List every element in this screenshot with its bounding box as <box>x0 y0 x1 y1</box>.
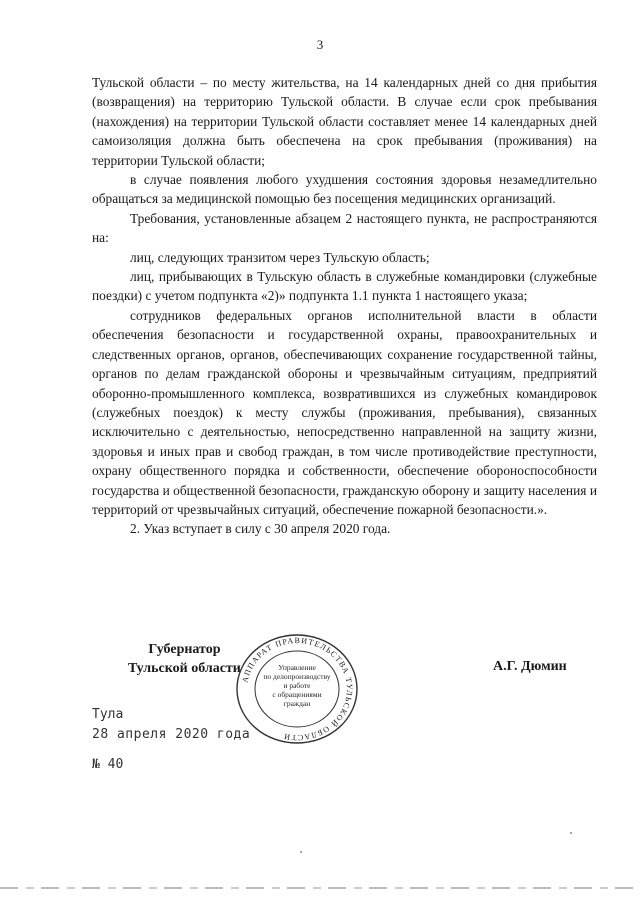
stamp-center-text <box>257 663 337 708</box>
paragraph: лиц, прибывающих в Тульскую область в служебные командировки (служебные поездки) с учетом подпункта «2)» подпункта 1.1 пункта 1 настоящего указа; <box>92 269 597 304</box>
scan-edge-artifact <box>0 887 640 889</box>
paragraph: в случае появления любого ухудшения состояния здоровья незамедлительно обращаться за медицинской помощью без посещения медицинских организаций. <box>92 172 597 207</box>
paragraph: 2. Указ вступает в силу с 30 апреля 2020 года. <box>130 521 391 537</box>
paragraph: лиц, следующих транзитом через Тульскую область; <box>130 249 430 265</box>
stamp-line: с обращениями <box>272 690 322 699</box>
signatory-title-line: Губернатор <box>148 642 221 657</box>
stamp-line: Управление <box>278 663 316 672</box>
paragraph: Тульской области – по месту жительства, на 14 календарных дней со дня прибытия (возвращения) на территорию Тульской области. В случае если срок пребывания (нахождения) на территории Тульской области составляет менее 14 календарных дней самоизоляция должна быть обеспечена на срок пребывания (проживания) на территории Тульской области; <box>92 75 597 168</box>
signatory-title <box>128 640 241 678</box>
stamp-line: и работе <box>283 681 311 690</box>
signatory-name: А.Г. Дюмин <box>493 659 567 674</box>
page-number: 3 <box>316 37 324 52</box>
document-date: 28 апреля 2020 года <box>92 727 251 742</box>
paragraph: Требования, установленные абзацем 2 настоящего пункта, не распространяются на: <box>92 210 597 246</box>
stamp-line: граждан <box>283 699 311 708</box>
scan-speck <box>570 832 572 834</box>
document-number: № 40 <box>92 757 124 772</box>
stamp-ring-text: АППАРАТ ПРАВИТЕЛЬСТВА ТУЛЬСКОЙ ОБЛАСТИ <box>240 635 355 743</box>
stamp-line: по делопроизводству <box>263 672 331 681</box>
paragraph: сотрудников федеральных органов исполнительной власти в области обеспечения безопасности и государственной охраны, правоохранительных и следственных органов, органов, обеспечивающих сохранение государственной тайны, органов по делам гражданской обороны и чрезвычайным ситуациям, предприятий оборонно-промышленного комплекса, возвратившихся из служебных командировок (служебных поездок) к месту службы (проживания, пребывания), связанных исключительно с деятельностью, непосредственно направленной на защиту жизни, здоровья и иных прав и свобод граждан, в том числе противодействие преступности, охрану общественного порядка и собственности, обеспечение обороноспособности государства и общественной безопасности, гражданскую оборону и защиту населения и территорий от чрезвычайных ситуаций, обеспечение пожарной безопасности.». <box>92 307 597 517</box>
signatory-title-line: Тульской области <box>128 661 241 676</box>
scan-speck <box>300 851 302 853</box>
document-body <box>92 73 597 539</box>
document-place: Тула <box>92 707 124 722</box>
